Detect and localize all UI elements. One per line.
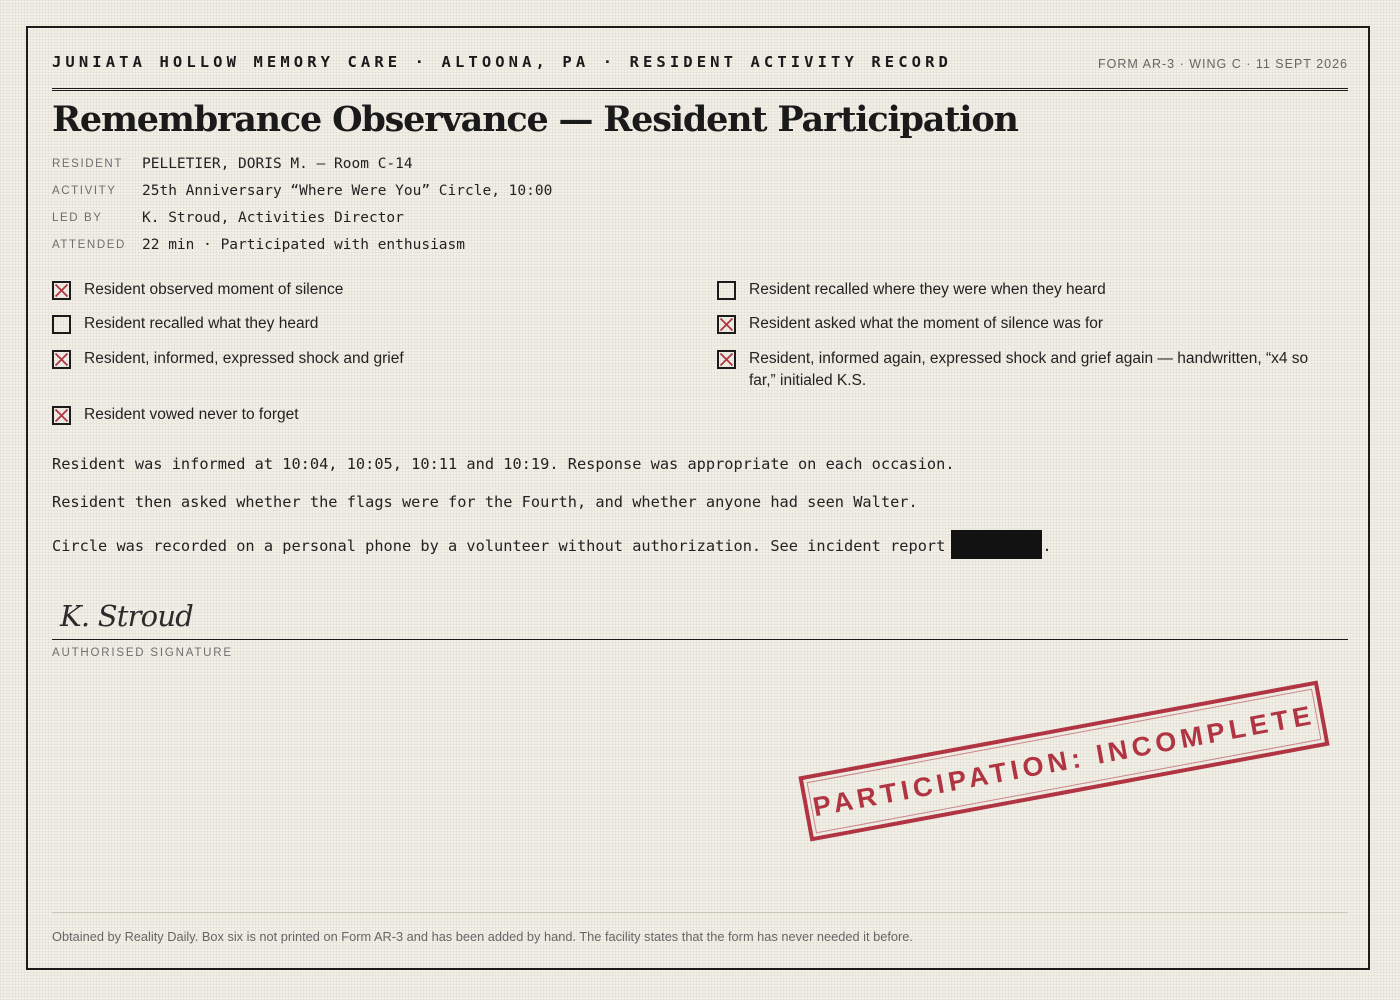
page-title: Remembrance Observance — Resident Participation bbox=[52, 99, 1018, 140]
checkbox[interactable] bbox=[717, 350, 736, 369]
meta-label: RESIDENT bbox=[52, 157, 123, 170]
checklist-item-asked-silence bbox=[717, 313, 1348, 335]
checkbox[interactable] bbox=[717, 315, 736, 334]
note-recording-text: Circle was recorded on a personal phone by a volunteer without authorization. See incident report bbox=[52, 537, 946, 555]
checklist-item-shock-grief-again bbox=[717, 348, 1327, 392]
checklist-label: Resident asked what the moment of silence was for bbox=[749, 315, 1104, 332]
note-recording bbox=[52, 530, 1052, 559]
checklist-label: Resident, informed again, expressed shock and grief again — handwritten, “x4 so far,” initialed K.S. bbox=[749, 350, 1309, 389]
signature-line bbox=[52, 595, 1348, 640]
note-informed-times: Resident was informed at 10:04, 10:05, 10:11 and 10:19. Response was appropriate on each occasion. bbox=[52, 455, 955, 473]
checklist-item-shock-grief bbox=[52, 348, 672, 370]
checklist-item-silence-observed bbox=[52, 279, 672, 301]
checklist-label: Resident observed moment of silence bbox=[84, 281, 344, 298]
footer-divider bbox=[52, 912, 1348, 913]
checkbox[interactable] bbox=[52, 315, 71, 334]
meta-row-resident bbox=[52, 150, 552, 177]
meta-value: 25th Anniversary “Where Were You” Circle, 10:00 bbox=[142, 182, 553, 199]
cross-mark-icon bbox=[719, 317, 734, 332]
meta-row-led-by bbox=[52, 204, 552, 231]
resident-details bbox=[52, 150, 552, 258]
document-header bbox=[52, 52, 1348, 91]
checklist-label: Resident recalled what they heard bbox=[84, 315, 319, 332]
meta-label: LED BY bbox=[52, 211, 103, 224]
form-reference: FORM AR-3 · WING C · 11 SEPT 2026 bbox=[1098, 57, 1348, 71]
cross-mark-icon bbox=[54, 352, 69, 367]
organization-line: JUNIATA HOLLOW MEMORY CARE · ALTOONA, PA · RESIDENT ACTIVITY RECORD bbox=[52, 53, 952, 71]
meta-label: ATTENDED bbox=[52, 238, 126, 251]
meta-label: ACTIVITY bbox=[52, 184, 117, 197]
meta-value: K. Stroud, Activities Director bbox=[142, 209, 404, 226]
checklist-item-recalled-what bbox=[52, 313, 672, 335]
note-recording-end: . bbox=[1042, 537, 1052, 555]
checkbox[interactable] bbox=[52, 350, 71, 369]
checklist-item-recalled-where bbox=[717, 279, 1348, 301]
footer-note: Obtained by Reality Daily. Box six is not printed on Form AR-3 and has been added by hand. The facility states that the form has never needed it before. bbox=[52, 929, 913, 944]
meta-value: 22 min · Participated with enthusiasm bbox=[142, 236, 466, 253]
checklist-label: Resident, informed, expressed shock and grief bbox=[84, 350, 404, 367]
redaction-bar bbox=[951, 530, 1042, 559]
cross-mark-icon bbox=[54, 283, 69, 298]
meta-value: PELLETIER, DORIS M. — Room C-14 bbox=[142, 155, 413, 172]
checklist-item-vowed bbox=[52, 404, 672, 426]
checkbox[interactable] bbox=[717, 281, 736, 300]
checkbox[interactable] bbox=[52, 281, 71, 300]
handwritten-signature: K. Stroud bbox=[60, 599, 193, 633]
checkbox[interactable] bbox=[52, 406, 71, 425]
meta-row-activity bbox=[52, 177, 552, 204]
note-flags-walter: Resident then asked whether the flags were for the Fourth, and whether anyone had seen Walter. bbox=[52, 493, 918, 511]
meta-row-attended bbox=[52, 231, 552, 258]
cross-mark-icon bbox=[54, 408, 69, 423]
signature-label: AUTHORISED SIGNATURE bbox=[52, 647, 233, 659]
checklist-label: Resident vowed never to forget bbox=[84, 406, 299, 423]
incomplete-stamp: PARTICIPATION: INCOMPLETE bbox=[798, 680, 1329, 841]
checklist-label: Resident recalled where they were when they heard bbox=[749, 281, 1106, 298]
cross-mark-icon bbox=[719, 352, 734, 367]
